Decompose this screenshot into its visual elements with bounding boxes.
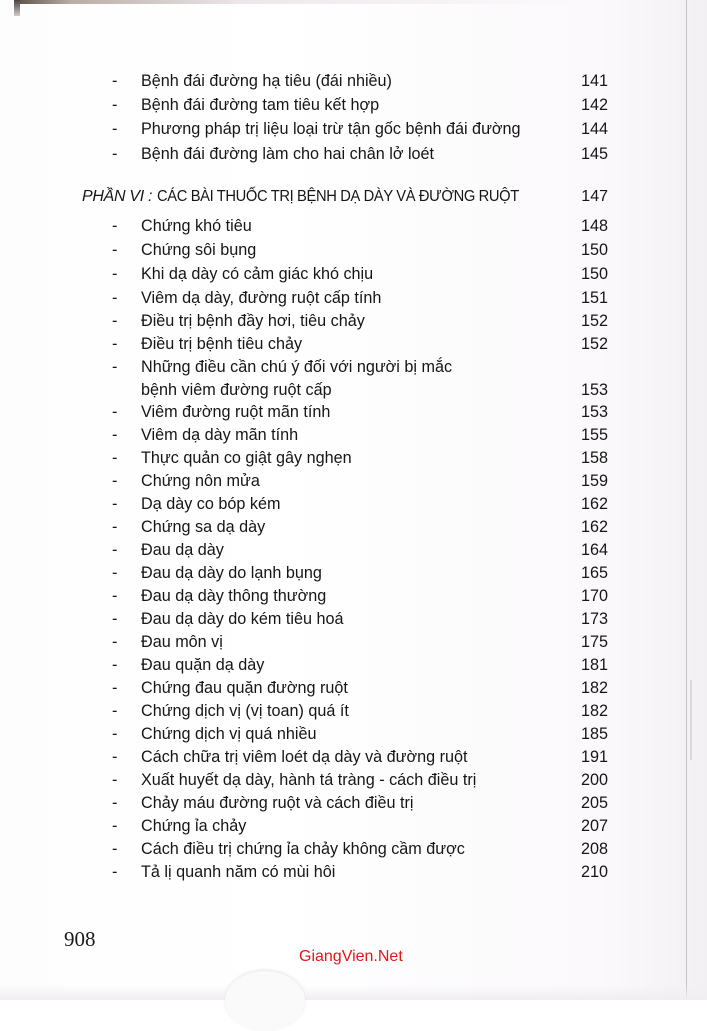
- bullet-dash: -: [112, 495, 118, 513]
- bullet-dash: -: [112, 449, 118, 467]
- bullet-dash: -: [112, 120, 118, 138]
- entry-page-number: 152: [580, 335, 608, 353]
- entry-page-number: 158: [580, 449, 608, 467]
- bullet-dash: -: [112, 518, 118, 536]
- section-page-number: 147: [581, 188, 608, 205]
- entry-page-number: 170: [580, 587, 608, 605]
- bullet-dash: -: [112, 145, 118, 163]
- bullet-dash: -: [112, 794, 118, 812]
- entry-title: Đau dạ dày do lạnh bụng: [141, 564, 322, 582]
- bullet-dash: -: [112, 748, 118, 766]
- entry-page-number: 142: [580, 96, 608, 114]
- entry-title: Khi dạ dày có cảm giác khó chịu: [141, 265, 374, 283]
- bullet-dash: -: [112, 725, 118, 743]
- entry-page-number: 155: [580, 426, 608, 444]
- entry-title: Đau dạ dày thông thường: [141, 587, 327, 605]
- bullet-dash: -: [112, 426, 118, 444]
- entry-page-number: 153: [580, 403, 608, 421]
- page-right-edge-mark: [690, 680, 692, 760]
- bullet-dash: -: [112, 541, 118, 559]
- bullet-dash: -: [112, 289, 118, 307]
- entry-page-number: 144: [580, 120, 608, 138]
- entry-title: Viêm dạ dày mãn tính: [141, 426, 299, 444]
- bullet-dash: -: [112, 863, 118, 881]
- watermark-text: GiangVien.Net: [299, 948, 403, 965]
- entry-title: Xuất huyết dạ dày, hành tá tràng - cách điều trị: [141, 771, 477, 789]
- bullet-dash: -: [112, 817, 118, 835]
- entry-page-number: 150: [580, 265, 608, 283]
- entry-title: Cách chữa trị viêm loét dạ dày và đường ruột: [141, 748, 468, 766]
- entry-page-number: 210: [580, 863, 608, 881]
- entry-page-number: 150: [580, 241, 608, 259]
- entry-title: Viêm đường ruột mãn tính: [141, 403, 331, 421]
- entry-title: Bệnh đái đường làm cho hai chân lở loét: [141, 145, 435, 163]
- entry-title-line-2: bệnh viêm đường ruột cấp: [141, 381, 332, 399]
- bullet-dash: -: [112, 771, 118, 789]
- toc-entry-multiline: [112, 356, 608, 402]
- entry-page-number: 153: [580, 381, 608, 399]
- entry-page-number: 141: [580, 72, 608, 90]
- entry-title: Bệnh đái đường tam tiêu kết hợp: [141, 96, 380, 114]
- bullet-dash: -: [112, 72, 118, 90]
- entry-page-number: 191: [580, 748, 608, 766]
- entry-title: Viêm dạ dày, đường ruột cấp tính: [141, 289, 382, 307]
- bullet-dash: -: [112, 610, 118, 628]
- entry-title: Chứng nôn mửa: [141, 472, 260, 490]
- page-corner-shadow: [14, 0, 20, 16]
- bullet-dash: -: [112, 358, 118, 376]
- entry-title: Chứng dịch vị quá nhiều: [141, 725, 317, 743]
- entry-page-number: 145: [580, 145, 608, 163]
- bullet-dash: -: [112, 587, 118, 605]
- entry-title: Đau môn vị: [141, 633, 223, 651]
- bullet-dash: -: [112, 840, 118, 858]
- entry-page-number: 208: [580, 840, 608, 858]
- entry-title: Chứng đau quặn đường ruột: [141, 679, 348, 697]
- entry-title: Chứng dịch vị (vị toan) quá ít: [141, 702, 349, 720]
- entry-page-number: 165: [580, 564, 608, 582]
- entry-title: Cách điều trị chứng ỉa chảy không cầm được: [141, 840, 465, 858]
- bullet-dash: -: [112, 335, 118, 353]
- bullet-dash: -: [112, 403, 118, 421]
- entry-title: Điều trị bệnh tiêu chảy: [141, 335, 303, 353]
- bullet-dash: -: [112, 265, 118, 283]
- page-top-edge-shadow: [15, 0, 575, 4]
- entry-title: Phương pháp trị liệu loại trừ tận gốc bệnh đái đường: [141, 120, 521, 138]
- entry-page-number: 151: [580, 289, 608, 307]
- entry-title: Đau quặn dạ dày: [141, 656, 265, 674]
- section-label: PHẦN VI :: [82, 188, 153, 205]
- entry-page-number: 200: [580, 771, 608, 789]
- entry-title: Dạ dày co bóp kém: [141, 495, 281, 513]
- bullet-dash: -: [112, 217, 118, 235]
- bullet-dash: -: [112, 96, 118, 114]
- entry-page-number: 185: [580, 725, 608, 743]
- entry-title: Chứng ỉa chảy: [141, 817, 247, 835]
- entry-page-number: 152: [580, 312, 608, 330]
- entry-title: Bệnh đái đường hạ tiêu (đái nhiều): [141, 72, 392, 90]
- entry-page-number: 159: [580, 472, 608, 490]
- bullet-dash: -: [112, 633, 118, 651]
- entry-title: Chứng sôi bụng: [141, 241, 257, 259]
- entry-page-number: 182: [580, 702, 608, 720]
- thumb-shadow: [225, 971, 305, 1031]
- bullet-dash: -: [112, 656, 118, 674]
- entry-title: Điều trị bệnh đầy hơi, tiêu chảy: [141, 312, 365, 330]
- section-heading: [82, 185, 608, 208]
- entry-title: Tả lị quanh năm có mùi hôi: [141, 863, 336, 881]
- section-title: CÁC BÀI THUỐC TRỊ BỆNH DẠ DÀY VÀ ĐƯỜNG RUỘT: [156, 188, 519, 205]
- bullet-dash: -: [112, 241, 118, 259]
- bullet-dash: -: [112, 312, 118, 330]
- bullet-dash: -: [112, 564, 118, 582]
- bullet-dash: -: [112, 679, 118, 697]
- bullet-dash: -: [112, 472, 118, 490]
- entry-title: Chảy máu đường ruột và cách điều trị: [141, 794, 414, 812]
- entry-title: Thực quản co giật gây nghẹn: [141, 449, 352, 467]
- page-number: 908: [64, 927, 96, 951]
- page-right-edge: [686, 0, 687, 1000]
- entry-page-number: 162: [580, 495, 608, 513]
- entry-page-number: 205: [580, 794, 608, 812]
- entry-page-number: 162: [580, 518, 608, 536]
- entry-title: Đau dạ dày: [141, 541, 224, 559]
- entry-title-line-1: Những điều cần chú ý đối với người bị mắc: [141, 358, 453, 376]
- entry-page-number: 175: [580, 633, 608, 651]
- entry-page-number: 181: [580, 656, 608, 674]
- entry-page-number: 207: [580, 817, 608, 835]
- entry-page-number: 164: [580, 541, 608, 559]
- entry-title: Đau dạ dày do kém tiêu hoá: [141, 610, 344, 628]
- entry-title: Chứng khó tiêu: [141, 217, 252, 235]
- page-bottom-shadow: [0, 985, 707, 1000]
- entry-page-number: 148: [580, 217, 608, 235]
- bullet-dash: -: [112, 702, 118, 720]
- entry-page-number: 182: [580, 679, 608, 697]
- entry-title: Chứng sa dạ dày: [141, 518, 266, 536]
- entry-page-number: 173: [580, 610, 608, 628]
